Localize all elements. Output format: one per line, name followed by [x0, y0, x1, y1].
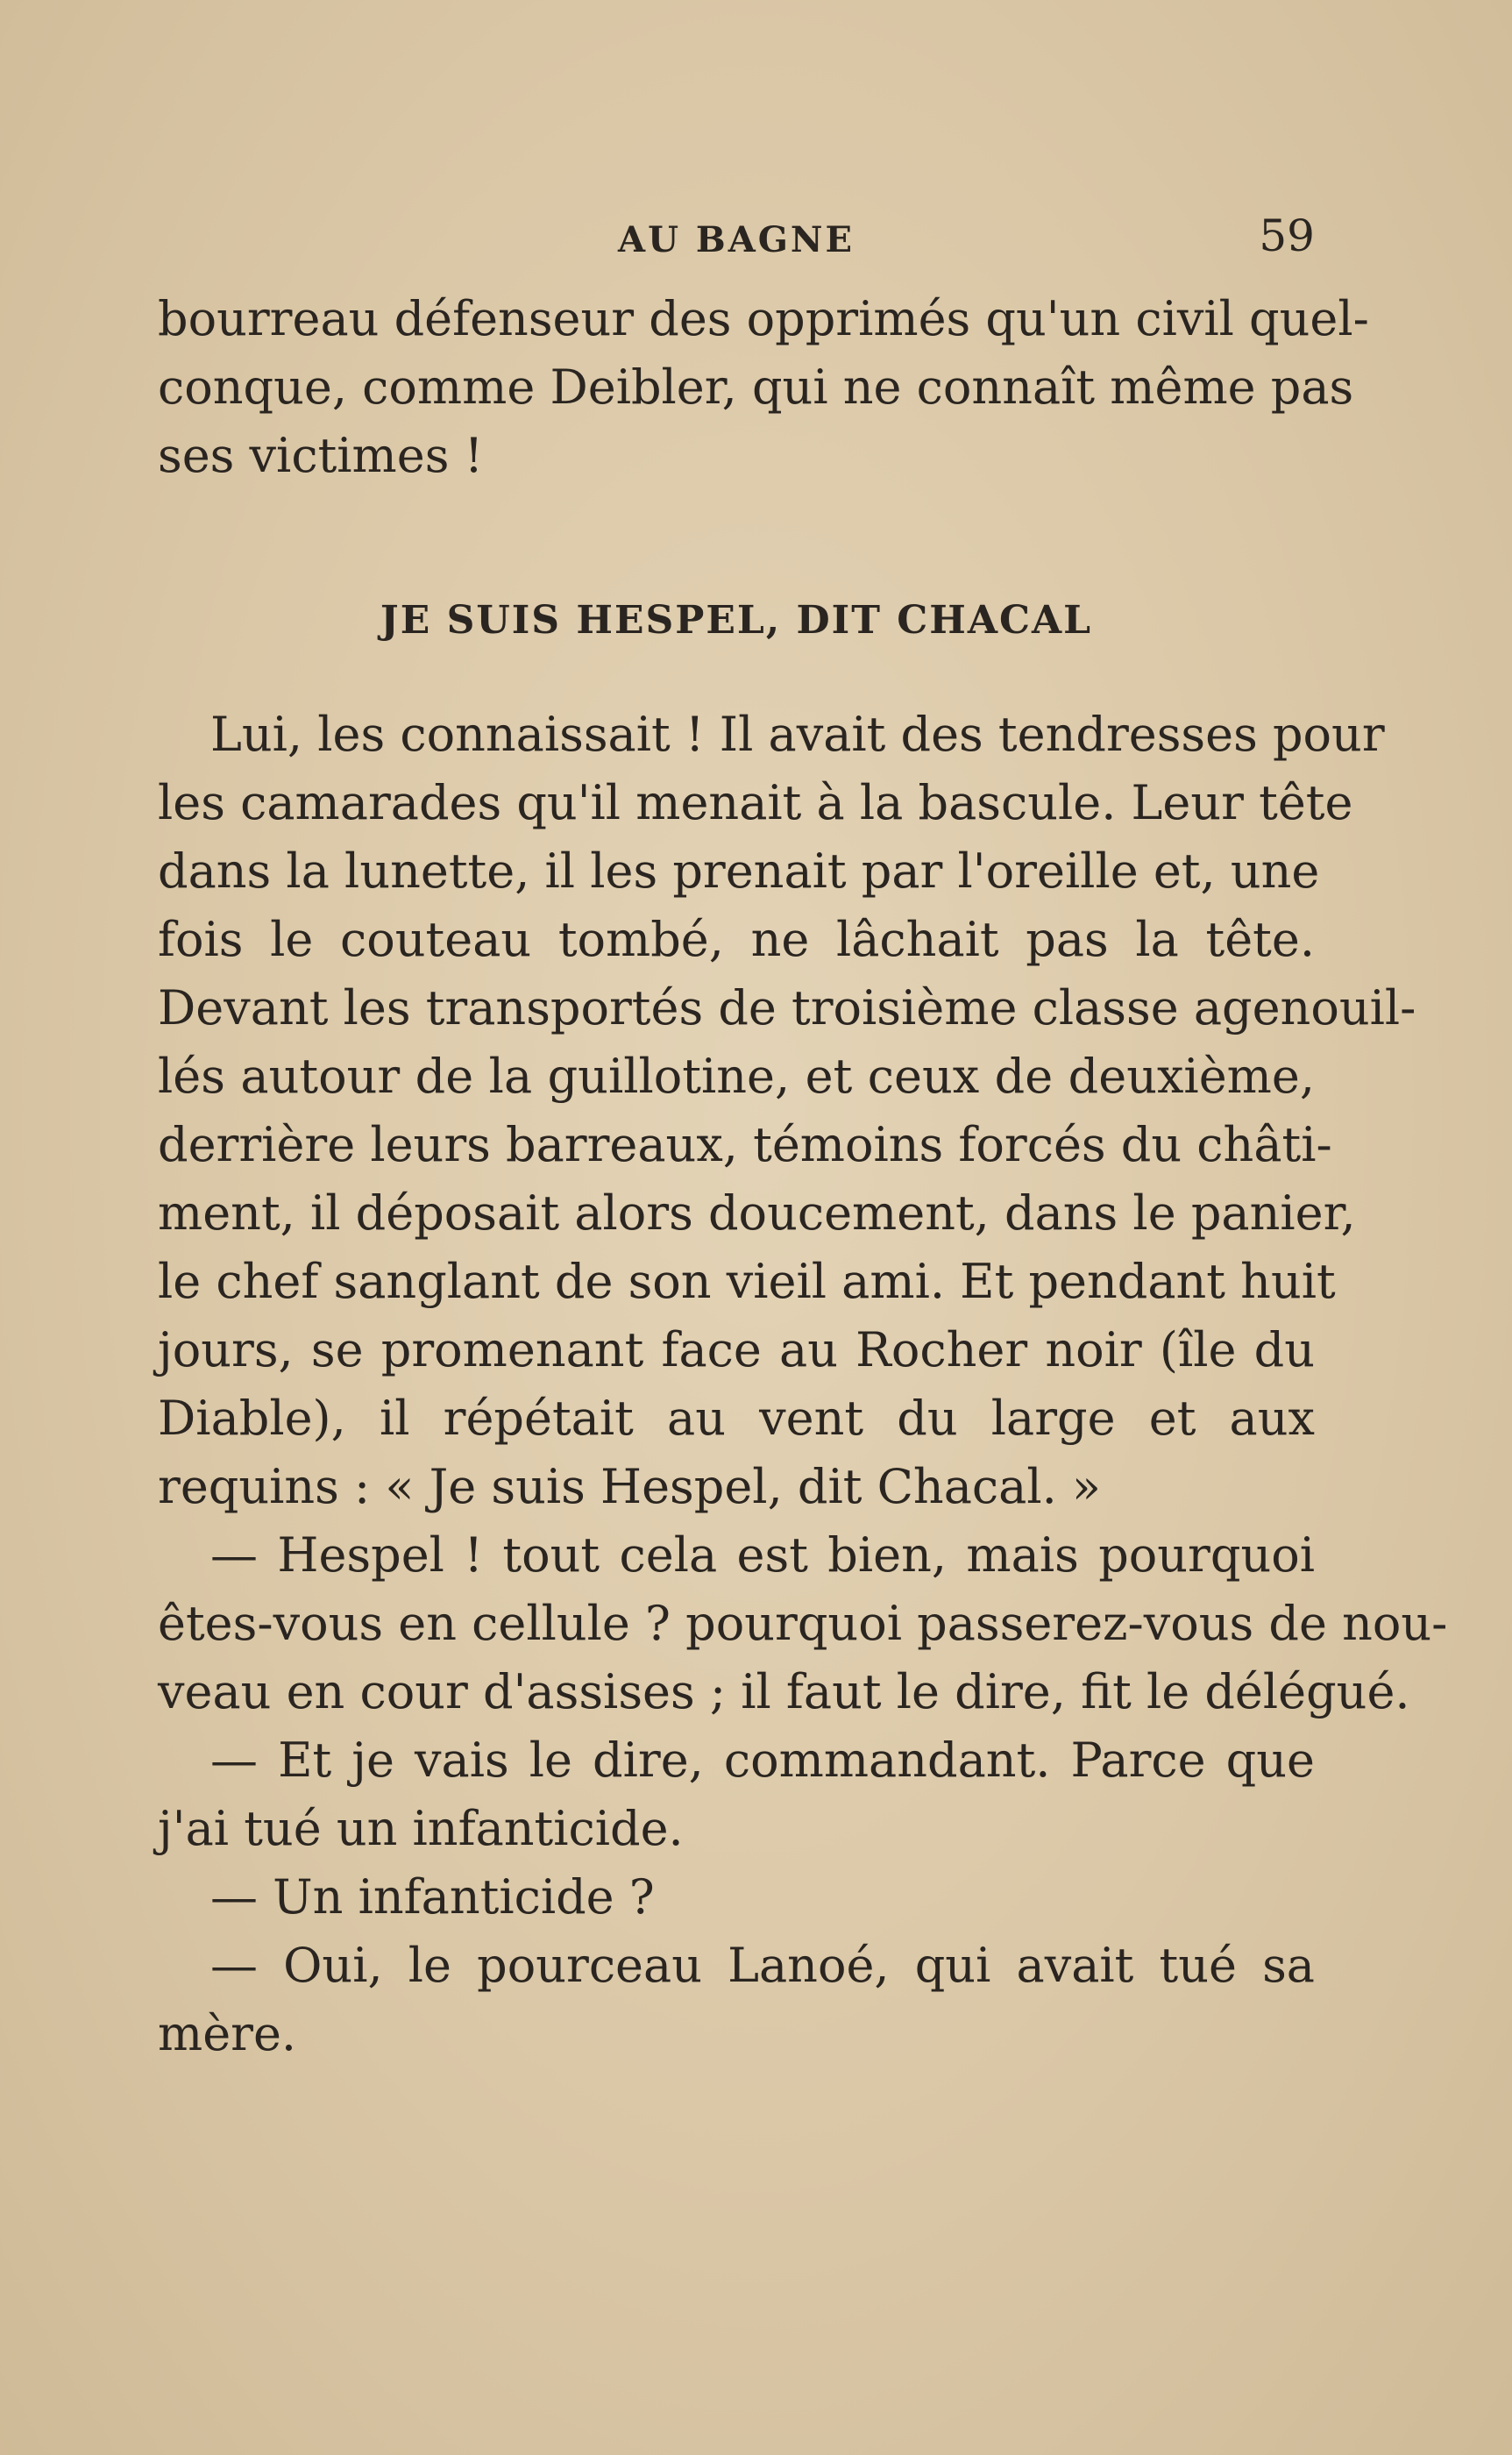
- body-text: [158, 285, 1448, 2068]
- section-heading: JE SUIS HESPEL, DIT CHACAL: [380, 598, 1093, 643]
- text-line: derrière leurs barreaux, témoins forcés du châti-: [158, 1117, 1332, 1172]
- text-line: fois le couteau tombé, ne lâchait pas la tête.: [158, 912, 1315, 967]
- text-line: ment, il déposait alors doucement, dans le panier,: [158, 1185, 1356, 1241]
- text-line: Diable), il répétait au vent du large et aux: [158, 1391, 1315, 1446]
- text-line: veau en cour d'assises ; il faut le dire, fit le délégué.: [158, 1664, 1410, 1719]
- text-line: Devant les transportés de troisième classe agenouil-: [158, 980, 1416, 1035]
- text-line: j'ai tué un infanticide.: [158, 1801, 684, 1856]
- text-line: les camarades qu'il menait à la bascule. Leur tête: [158, 775, 1353, 830]
- text-line: jours, se promenant face au Rocher noir (île du: [158, 1322, 1315, 1377]
- text-line: — Un infanticide ?: [210, 1869, 655, 1925]
- text-line: êtes-vous en cellule ? pourquoi passerez-vous de nou-: [158, 1596, 1448, 1651]
- running-title: AU BAGNE: [618, 219, 855, 260]
- page-number: 59: [1259, 210, 1315, 261]
- text-line: dans la lunette, il les prenait par l'oreille et, une: [158, 843, 1320, 899]
- text-line: requins : « Je suis Hespel, dit Chacal. »: [158, 1459, 1101, 1514]
- text-line: ses victimes !: [158, 428, 484, 483]
- running-head: [158, 210, 1315, 272]
- text-line: bourreau défenseur des opprimés qu'un civil quel-: [158, 291, 1369, 346]
- text-line: le chef sanglant de son vieil ami. Et pendant huit: [158, 1254, 1336, 1309]
- text-line: — Oui, le pourceau Lanoé, qui avait tué sa: [210, 1938, 1315, 1993]
- text-line: mère.: [158, 2006, 297, 2061]
- text-line: — Et je vais le dire, commandant. Parce que: [210, 1733, 1315, 1788]
- text-line: conque, comme Deibler, qui ne connaît même pas: [158, 359, 1354, 415]
- text-line: — Hespel ! tout cela est bien, mais pourquoi: [210, 1527, 1315, 1583]
- text-line: lés autour de la guillotine, et ceux de deuxième,: [158, 1049, 1315, 1104]
- text-line: Lui, les connaissait ! Il avait des tendresses pour: [210, 707, 1385, 762]
